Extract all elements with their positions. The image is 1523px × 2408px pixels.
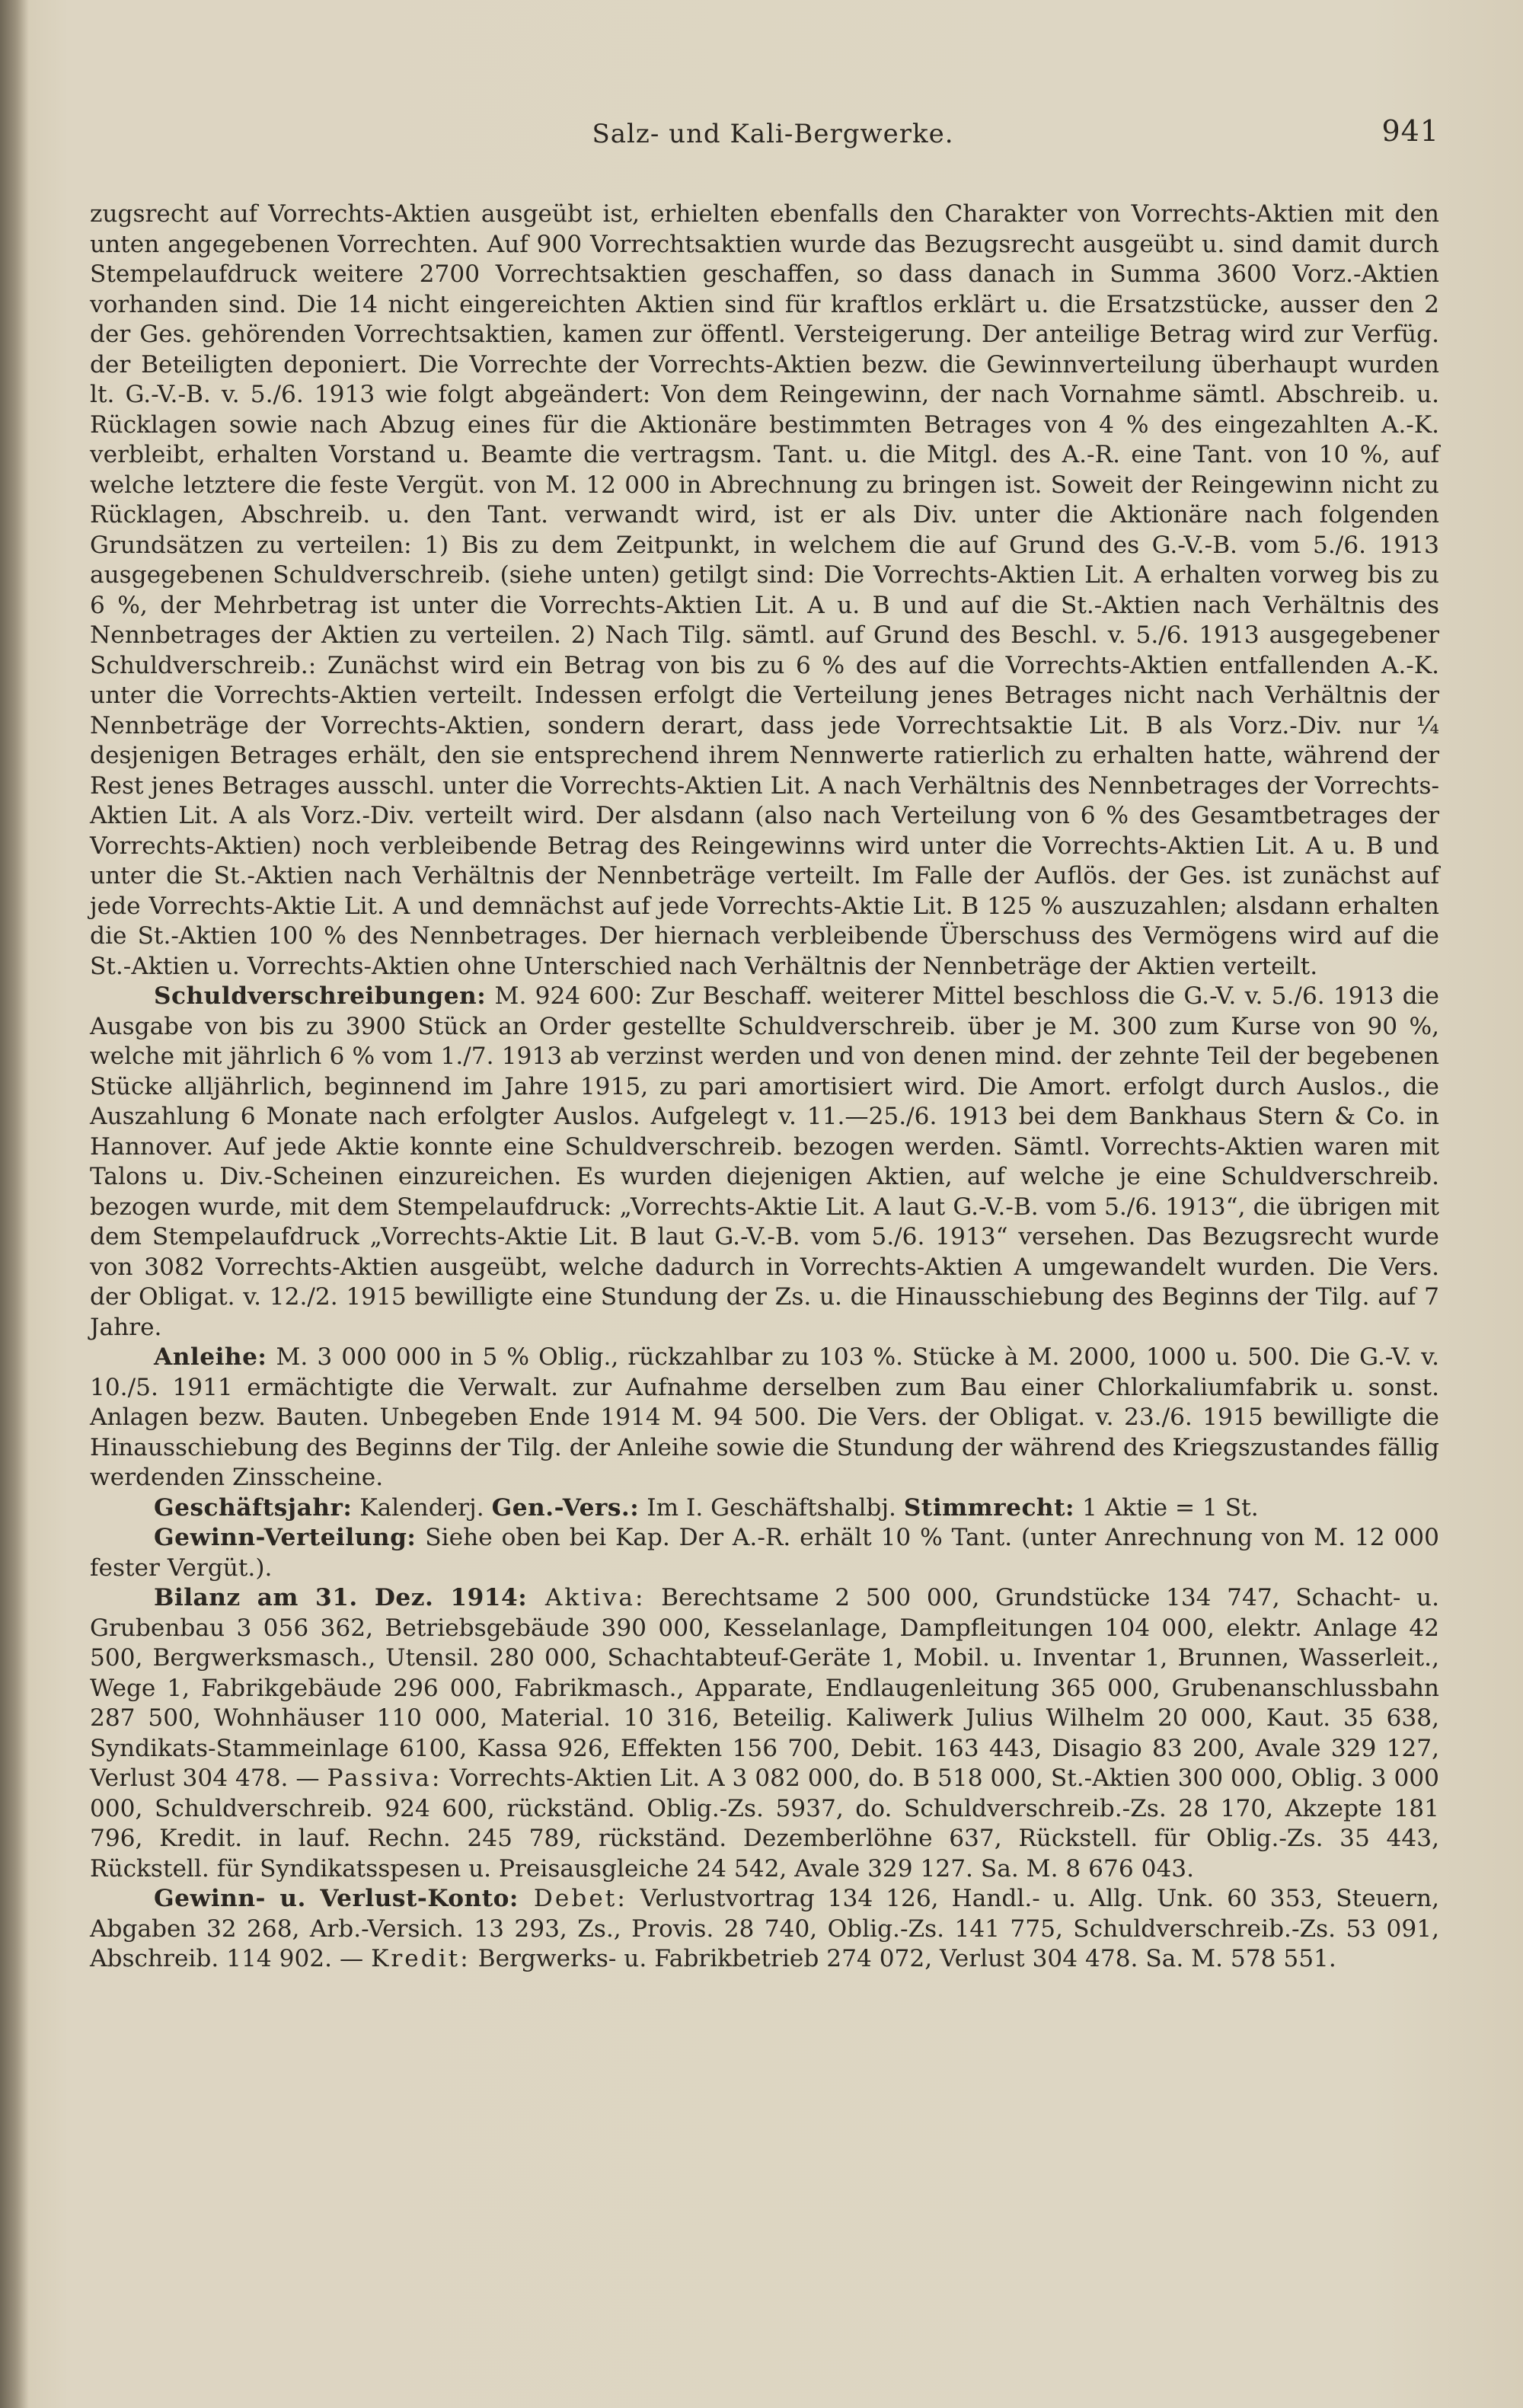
page-number: 941: [1381, 114, 1439, 148]
paragraph-text: M. 3 000 000 in 5 % Oblig., rückzahlbar zu 103 %. Stücke à M. 2000, 1000 u. 500. Die G.-V. v. 10./5. 1911 ermächtigte die Verwalt. zur Aufnahme derselben zum Bau einer Chlorkaliumfabrik u. sonst. Anlagen bezw. Bauten. Unbegeben Ende 1914 M. 94 500. Die Vers. der Obligat. v. 23./6. 1915 bewilligte die Hinausschiebung des Beginns der Tilg. der Anleihe sowie die Stundung der während des Kriegszustandes fällig werdenden Zinsscheine.: [90, 1343, 1439, 1491]
label-passiva: Passiva:: [327, 1764, 442, 1792]
running-title: Salz- und Kali-Bergwerke.: [592, 119, 954, 149]
paragraph-gewinn-verlust-konto: [90, 1884, 1439, 1975]
section-label-gewinn-verteilung: Gewinn-Verteilung:: [154, 1524, 417, 1551]
paragraph-text: Berechtsame 2 500 000, Grundstücke 134 747, Schacht- u. Grubenbau 3 056 362, Betriebsgebäude 390 000, Kesselanlage, Dampfleitungen 104 000, elektr. Anlage 42 500, Bergwerksmasch., Utensil. 280 000, Schachtabteuf-Geräte 1, Mobil. u. Inventar 1, Brunnen, Wasserleit., Wege 1, Fabrikgebäude 296 000, Fabrikmasch., Apparate, Endlaugenleitung 365 000, Grubenanschlussbahn 287 500, Wohnhäuser 110 000, Material. 10 316, Beteilig. Kaliwerk Julius Wilhelm 20 000, Kaut. 35 638, Syndikats-Stammeinlage 6100, Kassa 926, Effekten 156 700, Debit. 163 443, Disagio 83 200, Avale 329 127, Verlust 304 478. —: [90, 1584, 1440, 1792]
section-label-gen-vers: Gen.-Vers.:: [491, 1493, 640, 1522]
page-body: [90, 200, 1439, 1975]
section-label-schuldverschreibungen: Schuldverschreibungen:: [154, 982, 487, 1010]
page-binding-shadow: [0, 0, 29, 2408]
section-label-stimmrecht: Stimmrecht:: [903, 1493, 1075, 1522]
paragraph-bilanz: [90, 1583, 1439, 1884]
paragraph-text: Im I. Geschäftshalbj.: [639, 1493, 904, 1522]
paragraph-text: M. 924 600: Zur Beschaff. weiterer Mittel beschloss die G.-V. v. 5./6. 1913 die Ausgabe von bis zu 3900 Stück an Order gestellte Schuldverschreib. über je M. 300 zum Kurse von 90 %, welche mit jährlich 6 % vom 1./7. 1913 ab verzinst werden und von denen mind. der zehnte Teil der begebenen Stücke alljährlich, beginnend im Jahre 1915, zu pari amortisiert wird. Die Amort. erfolgt durch Auslos., die Auszahlung 6 Monate nach erfolgter Auslos. Aufgelegt v. 11.—25./6. 1913 bei dem Bankhaus Stern & Co. in Hannover. Auf jede Aktie konnte eine Schuldverschreib. bezogen werden. Sämtl. Vorrechts-Aktien waren mit Talons u. Div.-Scheinen einzureichen. Es wurden diejenigen Aktien, auf welche je eine Schuldverschreib. bezogen wurde, mit dem Stempelaufdruck: „Vorrechts-Aktie Lit. A laut G.-V.-B. vom 5./6. 1913“, die übrigen mit dem Stempelaufdruck „Vorrechts-Aktie Lit. B laut G.-V.-B. vom 5./6. 1913“ versehen. Das Bezugsrecht wurde von 3082 Vorrechts-Aktien ausgeübt, welche dadurch in Vorrechts-Aktien A umgewandelt wurden. Die Vers. der Obligat. v. 12./2. 1915 bewilligte eine Stundung der Zs. u. die Hinausschiebung des Beginns der Tilg. auf 7 Jahre.: [90, 982, 1439, 1341]
section-label-bilanz: Bilanz am 31. Dez. 1914:: [154, 1584, 528, 1611]
paragraph-schuldverschreibungen: [90, 982, 1439, 1343]
label-debet: Debet:: [518, 1885, 627, 1912]
section-label-gewinn-verlust-konto: Gewinn- u. Verlust-Konto:: [154, 1885, 519, 1912]
section-label-anleihe: Anleihe:: [154, 1343, 267, 1371]
paragraph-text: 1 Aktie = 1 St.: [1074, 1493, 1259, 1522]
section-label-geschaeftsjahr: Geschäftsjahr:: [154, 1493, 353, 1522]
paragraph-text: Vorrechts-Aktien Lit. A 3 082 000, do. B 518 000, St.-Aktien 300 000, Oblig. 3 000 000, Schuldverschreib. 924 600, rückständ. Oblig.-Zs. 5937, do. Schuldverschreib.-Zs. 28 170, Akzepte 181 796, Kredit. in lauf. Rechn. 245 789, rückständ. Dezemberlöhne 637, Rückstell. für Oblig.-Zs. 35 443, Rückstell. für Syndikatsspesen u. Preisausgleiche 24 542, Avale 329 127. Sa. M. 8 676 043.: [90, 1764, 1440, 1883]
paragraph-anleihe: [90, 1343, 1439, 1493]
paragraph-text: Verlustvortrag 134 126, Handl.- u. Allg. Unk. 60 353, Steuern, Abgaben 32 268, Arb.-Versich. 13 293, Zs., Provis. 28 740, Oblig.-Zs. 141 775, Schuldverschreib.-Zs. 53 091, Abschreib. 114 902. —: [90, 1885, 1440, 1972]
paragraph-text: Siehe oben bei Kap. Der A.-R. erhält 10 % Tant. (unter Anrechnung von M. 12 000 fester Vergüt.).: [90, 1524, 1439, 1582]
paragraph-text: Bergwerks- u. Fabrikbetrieb 274 072, Verlust 304 478. Sa. M. 578 551.: [470, 1945, 1336, 1972]
label-kredit: Kredit:: [371, 1945, 471, 1972]
page-header: [107, 114, 1439, 160]
paragraph-vorrechte: zugsrecht auf Vorrechts-Aktien ausgeübt ist, erhielten ebenfalls den Charakter von Vorrechts-Aktien mit den unten angegebenen Vorrechten. Auf 900 Vorrechtsaktien wurde das Bezugsrecht ausgeübt u. sind damit durch Stempelaufdruck weitere 2700 Vorrechtsaktien geschaffen, so dass danach in Summa 3600 Vorz.-Aktien vorhanden sind. Die 14 nicht eingereichten Aktien sind für kraftlos erklärt u. die Ersatzstücke, ausser den 2 der Ges. gehörenden Vorrechtsaktien, kamen zur öffentl. Versteigerung. Der anteilige Betrag wird zur Verfüg. der Beteiligten deponiert. Die Vorrechte der Vorrechts-Aktien bezw. die Gewinnverteilung überhaupt wurden lt. G.-V.-B. v. 5./6. 1913 wie folgt abgeändert: Von dem Reingewinn, der nach Vornahme sämtl. Abschreib. u. Rücklagen sowie nach Abzug eines für die Aktionäre bestimmten Betrages von 4 % des eingezahlten A.-K. verbleibt, erhalten Vorstand u. Beamte die vertragsm. Tant. u. die Mitgl. des A.-R. eine Tant. von 10 %, auf welche letztere die feste Vergüt. von M. 12 000 in Abrechnung zu bringen ist. Soweit der Reingewinn nicht zu Rücklagen, Abschreib. u. den Tant. verwandt wird, ist er als Div. unter die Aktionäre nach folgenden Grundsätzen zu verteilen: 1) Bis zu dem Zeitpunkt, in welchem die auf Grund des G.-V.-B. vom 5./6. 1913 ausgegebenen Schuldverschreib. (siehe unten) getilgt sind: Die Vorrechts-Aktien Lit. A erhalten vorweg bis zu 6 %, der Mehrbetrag ist unter die Vorrechts-Aktien Lit. A u. B und auf die St.-Aktien nach Verhältnis des Nennbetrages der Aktien zu verteilen. 2) Nach Tilg. sämtl. auf Grund des Beschl. v. 5./6. 1913 ausgegebener Schuldverschreib.: Zunächst wird ein Betrag von bis zu 6 % des auf die Vorrechts-Aktien entfallenden A.-K. unter die Vorrechts-Aktien verteilt. Indessen erfolgt die Verteilung jenes Betrages nicht nach Verhältnis der Nennbeträge der Vorrechts-Aktien, sondern derart, dass jede Vorrechtsaktie Lit. B als Vorz.-Div. nur ¼ desjenigen Betrages erhält, den sie entsprechend ihrem Nennwerte ratierlich zu erhalten hatte, während der Rest jenes Betrages ausschl. unter die Vorrechts-Aktien Lit. A nach Verhältnis des Nennbetrages der Vorrechts-Aktien Lit. A als Vorz.-Div. verteilt wird. Der alsdann (also nach Verteilung von 6 % des Gesamtbetrages der Vorrechts-Aktien) noch verbleibende Betrag des Reingewinns wird unter die Vorrechts-Aktien Lit. A u. B und unter die St.-Aktien nach Verhältnis der Nennbeträge verteilt. Im Falle der Auflös. der Ges. ist zunächst auf jede Vorrechts-Aktie Lit. A und demnächst auf jede Vorrechts-Aktie Lit. B 125 % auszuzahlen; alsdann erhalten die St.-Aktien 100 % des Nennbetrages. Der hiernach verbleibende Überschuss des Vermögens wird auf die St.-Aktien u. Vorrechts-Aktien ohne Unterschied nach Verhältnis der Nennbeträge der Aktien verteilt.: [90, 200, 1439, 980]
paragraph-gewinn-verteilung: [90, 1523, 1439, 1583]
paragraph-text: Kalenderj.: [352, 1493, 492, 1522]
paragraph-geschaeftsjahr: [90, 1493, 1439, 1524]
label-aktiva: Aktiva:: [527, 1584, 646, 1611]
